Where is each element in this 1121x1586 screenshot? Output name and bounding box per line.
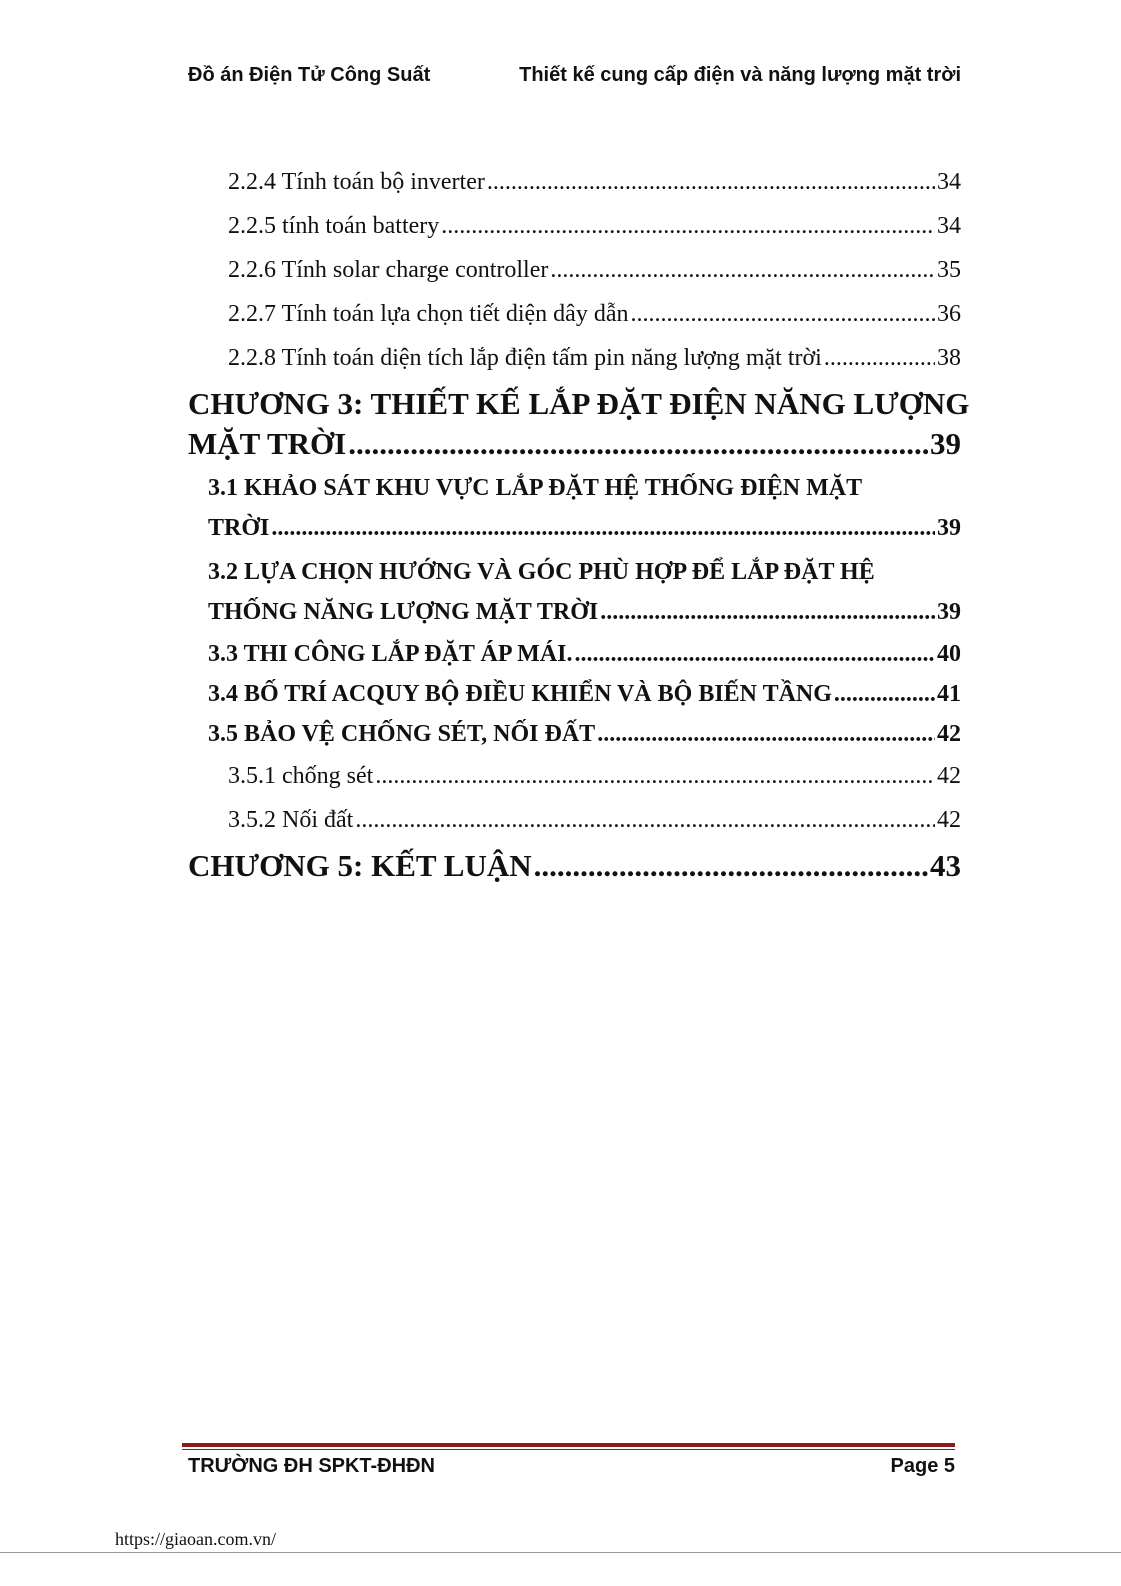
toc-entry-title-line1: 3.2 LỰA CHỌN HƯỚNG VÀ GÓC PHÙ HỢP ĐỂ LẮP ĐẶT HỆ (208, 559, 875, 585)
header-left-title: Đồ án Điện Tử Công Suất (188, 64, 431, 86)
toc-leader-dots (348, 424, 928, 464)
toc-entry-page-number: 39 (937, 515, 961, 541)
toc-entry[interactable] (188, 552, 961, 632)
toc-entry-title: MẶT TRỜI (188, 426, 347, 461)
toc-entry[interactable] (188, 754, 961, 798)
toc-entry-title: 2.2.8 Tính toán diện tích lắp điện tấm pin năng lượng mặt trời (228, 345, 822, 371)
toc-entry[interactable] (188, 204, 961, 248)
toc-entry[interactable] (188, 336, 961, 380)
toc-leader-dots (487, 160, 935, 204)
toc-entry-title: 3.4 BỐ TRÍ ACQUY BỘ ĐIỀU KHIỂN VÀ BỘ BIẾN TẦNG (208, 681, 832, 707)
toc-leader-dots (375, 754, 935, 798)
toc-leader-dots (271, 508, 935, 548)
toc-entry-page-number: 36 (937, 301, 961, 327)
toc-entry-title: 3.5 BẢO VỆ CHỐNG SÉT, NỐI ĐẤT (208, 721, 596, 747)
toc-entry-page-number: 39 (930, 426, 961, 461)
toc-entry-page-number: 41 (937, 681, 961, 707)
toc-entry[interactable] (188, 798, 961, 842)
page-footer (188, 1455, 955, 1483)
header-right-title: Thiết kế cung cấp điện và năng lượng mặt trời (519, 64, 961, 86)
toc-entry-title: 2.2.7 Tính toán lựa chọn tiết diện dây dẫn (228, 301, 629, 327)
toc-entry-page-number: 34 (937, 213, 961, 239)
toc-entry[interactable] (188, 634, 961, 674)
toc-leader-dots (575, 634, 936, 674)
toc-entry-title: THỐNG NĂNG LƯỢNG MẶT TRỜI (208, 599, 599, 625)
toc-entry-page-number: 43 (930, 848, 961, 883)
toc-leader-dots (600, 592, 935, 632)
table-of-contents (188, 160, 970, 886)
toc-entry-page-number: 40 (937, 641, 961, 667)
footer-school-name: TRƯỜNG ĐH SPKT-ĐHĐN (188, 1455, 435, 1477)
toc-entry-title: 2.2.6 Tính solar charge controller (228, 257, 549, 283)
toc-entry-title: CHƯƠNG 5: KẾT LUẬN (188, 848, 532, 883)
toc-entry-title: 3.5.1 chống sét (228, 763, 374, 789)
toc-entry-title-line1: CHƯƠNG 3: THIẾT KẾ LẮP ĐẶT ĐIỆN NĂNG LƯỢNG (188, 386, 970, 421)
toc-entry-page-number: 42 (937, 807, 961, 833)
toc-leader-dots (550, 248, 935, 292)
toc-entry[interactable] (188, 384, 970, 464)
toc-entry[interactable] (188, 674, 961, 714)
source-url[interactable]: https://giaoan.com.vn/ (115, 1529, 276, 1549)
footer-rule-thin (182, 1449, 955, 1450)
toc-entry-page-number: 42 (937, 763, 961, 789)
bottom-divider (0, 1552, 1121, 1586)
toc-leader-dots (834, 674, 935, 714)
toc-entry-title: TRỜI (208, 515, 270, 541)
toc-entry[interactable] (188, 714, 961, 754)
toc-entry-page-number: 38 (937, 345, 961, 371)
toc-entry[interactable] (188, 846, 961, 886)
footer-rule (182, 1443, 955, 1447)
toc-entry-title: 3.5.2 Nối đất (228, 807, 354, 833)
toc-entry-page-number: 42 (937, 721, 961, 747)
toc-leader-dots (534, 846, 928, 886)
toc-entry-title: 2.2.4 Tính toán bộ inverter (228, 169, 485, 195)
toc-entry-title-line1: 3.1 KHẢO SÁT KHU VỰC LẮP ĐẶT HỆ THỐNG ĐIỆN MẶT (208, 475, 863, 501)
toc-entry-title: 3.3 THI CÔNG LẮP ĐẶT ÁP MÁI. (208, 641, 573, 667)
footer-page-number: Page 5 (890, 1455, 955, 1477)
toc-leader-dots (630, 292, 935, 336)
toc-leader-dots (441, 204, 935, 248)
toc-entry[interactable] (188, 160, 961, 204)
toc-entry-title: 2.2.5 tính toán battery (228, 213, 440, 239)
toc-entry-page-number: 39 (937, 599, 961, 625)
toc-leader-dots (824, 336, 935, 380)
toc-entry[interactable] (188, 468, 961, 548)
toc-leader-dots (597, 714, 935, 754)
toc-leader-dots (355, 798, 935, 842)
page-header (188, 64, 961, 94)
toc-entry[interactable] (188, 248, 961, 292)
toc-entry[interactable] (188, 292, 961, 336)
toc-entry-page-number: 34 (937, 169, 961, 195)
toc-entry-page-number: 35 (937, 257, 961, 283)
